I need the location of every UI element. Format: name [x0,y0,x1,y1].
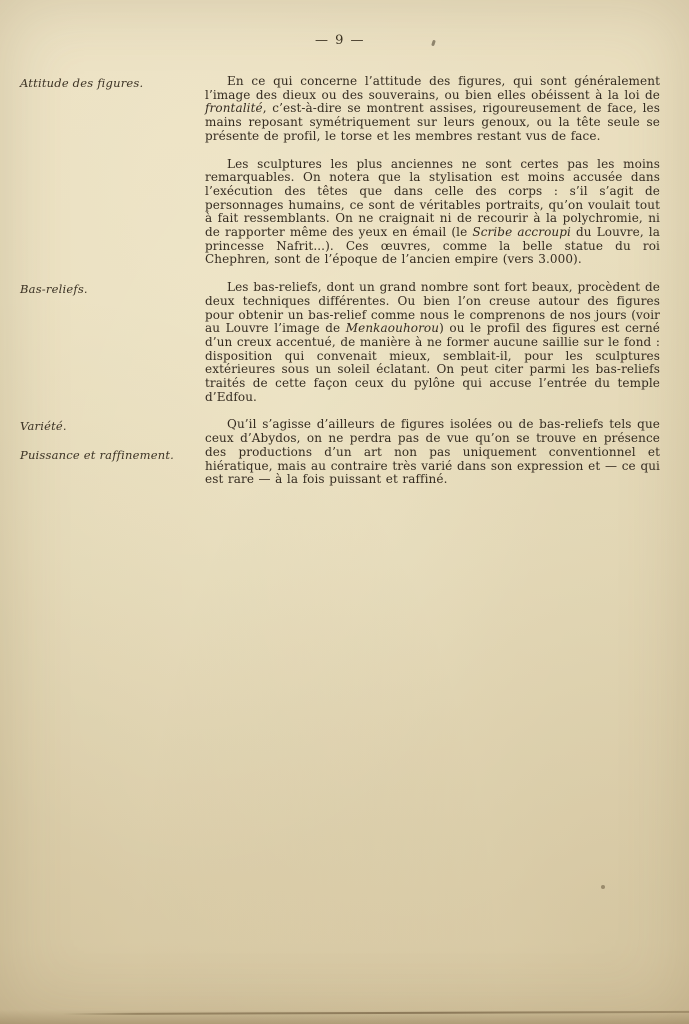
text-run: ) ou le profil des figures est cerné d’un creux accentué, de manière à ne former aucune saillie sur le fond : disposition qui convenait mieux, semblait-il, pour les sculptures extérieures sous un soleil éclatant. On peut citer parmi les bas-reliefs traités de cette façon ceux du pylône qui accuse l’entrée du temple d’Edfou. [205,321,660,404]
text-run: Qu’il s’agisse d’ailleurs de figures isolées ou de bas-reliefs tels que ceux d’Abydos, on ne perdra pas de vue qu’on se trouve en présence des productions d’un art non pas uniquement conventionnel et hiératique, mais au contraire très varié dans son expression et — ce qui est rare — à la fois puissant et raffiné. [205,417,660,487]
margin-label: Bas-reliefs. [20,282,88,297]
page-edge-shadow [0,1010,689,1024]
section-row [20,281,660,418]
margin-labels [20,418,205,462]
section-row [20,158,660,282]
body-paragraph [205,418,660,487]
scan-speck [601,885,605,889]
section-row [20,418,660,501]
text-run: , c’est-à-dire se montrent assises, rigoureusement de face, les mains reposant symétriquement sur leurs genoux, ou la tête seule se présente de profil, le torse et les membres restant vus de face. [205,101,660,143]
body-paragraph [205,158,660,268]
italic-run: Scribe accroupi [472,225,571,240]
page-number: — 9 — [314,33,366,48]
text-run: Les sculptures les plus anciennes ne sont certes pas les moins remarquables. On notera que la stylisation est moins accusée dans l’exécution des têtes que dans celle des corps : s’il s’agit de personnages humains, ce sont de véritables portraits, qu’on voulait tout à fait ressemblants. On ne craignait ni de recourir à la polychromie, ni de rapporter même des yeux en émail (le [205,156,660,240]
text-run: du Louvre, la princesse Nafrit...). Ces œuvres, comme la belle statue du roi Chephren, sont de l’époque de l’ancien empire (vers 3.000). [205,225,661,267]
body-paragraph [205,281,660,404]
body-paragraph [205,75,660,144]
margin-label: Puissance et raffinement. [20,448,175,463]
section-row [20,75,660,158]
italic-run: frontalité [205,101,263,116]
margin-labels [20,281,205,296]
margin-label: Attitude des figures. [20,76,144,90]
italic-run: Menkaouhorou [345,321,440,336]
text-run: Les bas-reliefs, dont un grand nombre sont fort beaux, procèdent de deux techniques différentes. Ou bien l’on creuse autour des figures pour obtenir un bas-relief comme nous le comprenons de nos jours (voir au Louvre l’image de [205,280,660,336]
margin-labels [20,158,205,159]
margin-labels [20,75,205,90]
text-run: En ce qui concerne l’attitude des figures, qui sont généralement l’image des dieux ou des souverains, ou bien elles obéissent à la loi de [205,74,660,102]
margin-label: Variété. [20,419,67,434]
content [20,75,660,501]
page-content [0,33,689,501]
